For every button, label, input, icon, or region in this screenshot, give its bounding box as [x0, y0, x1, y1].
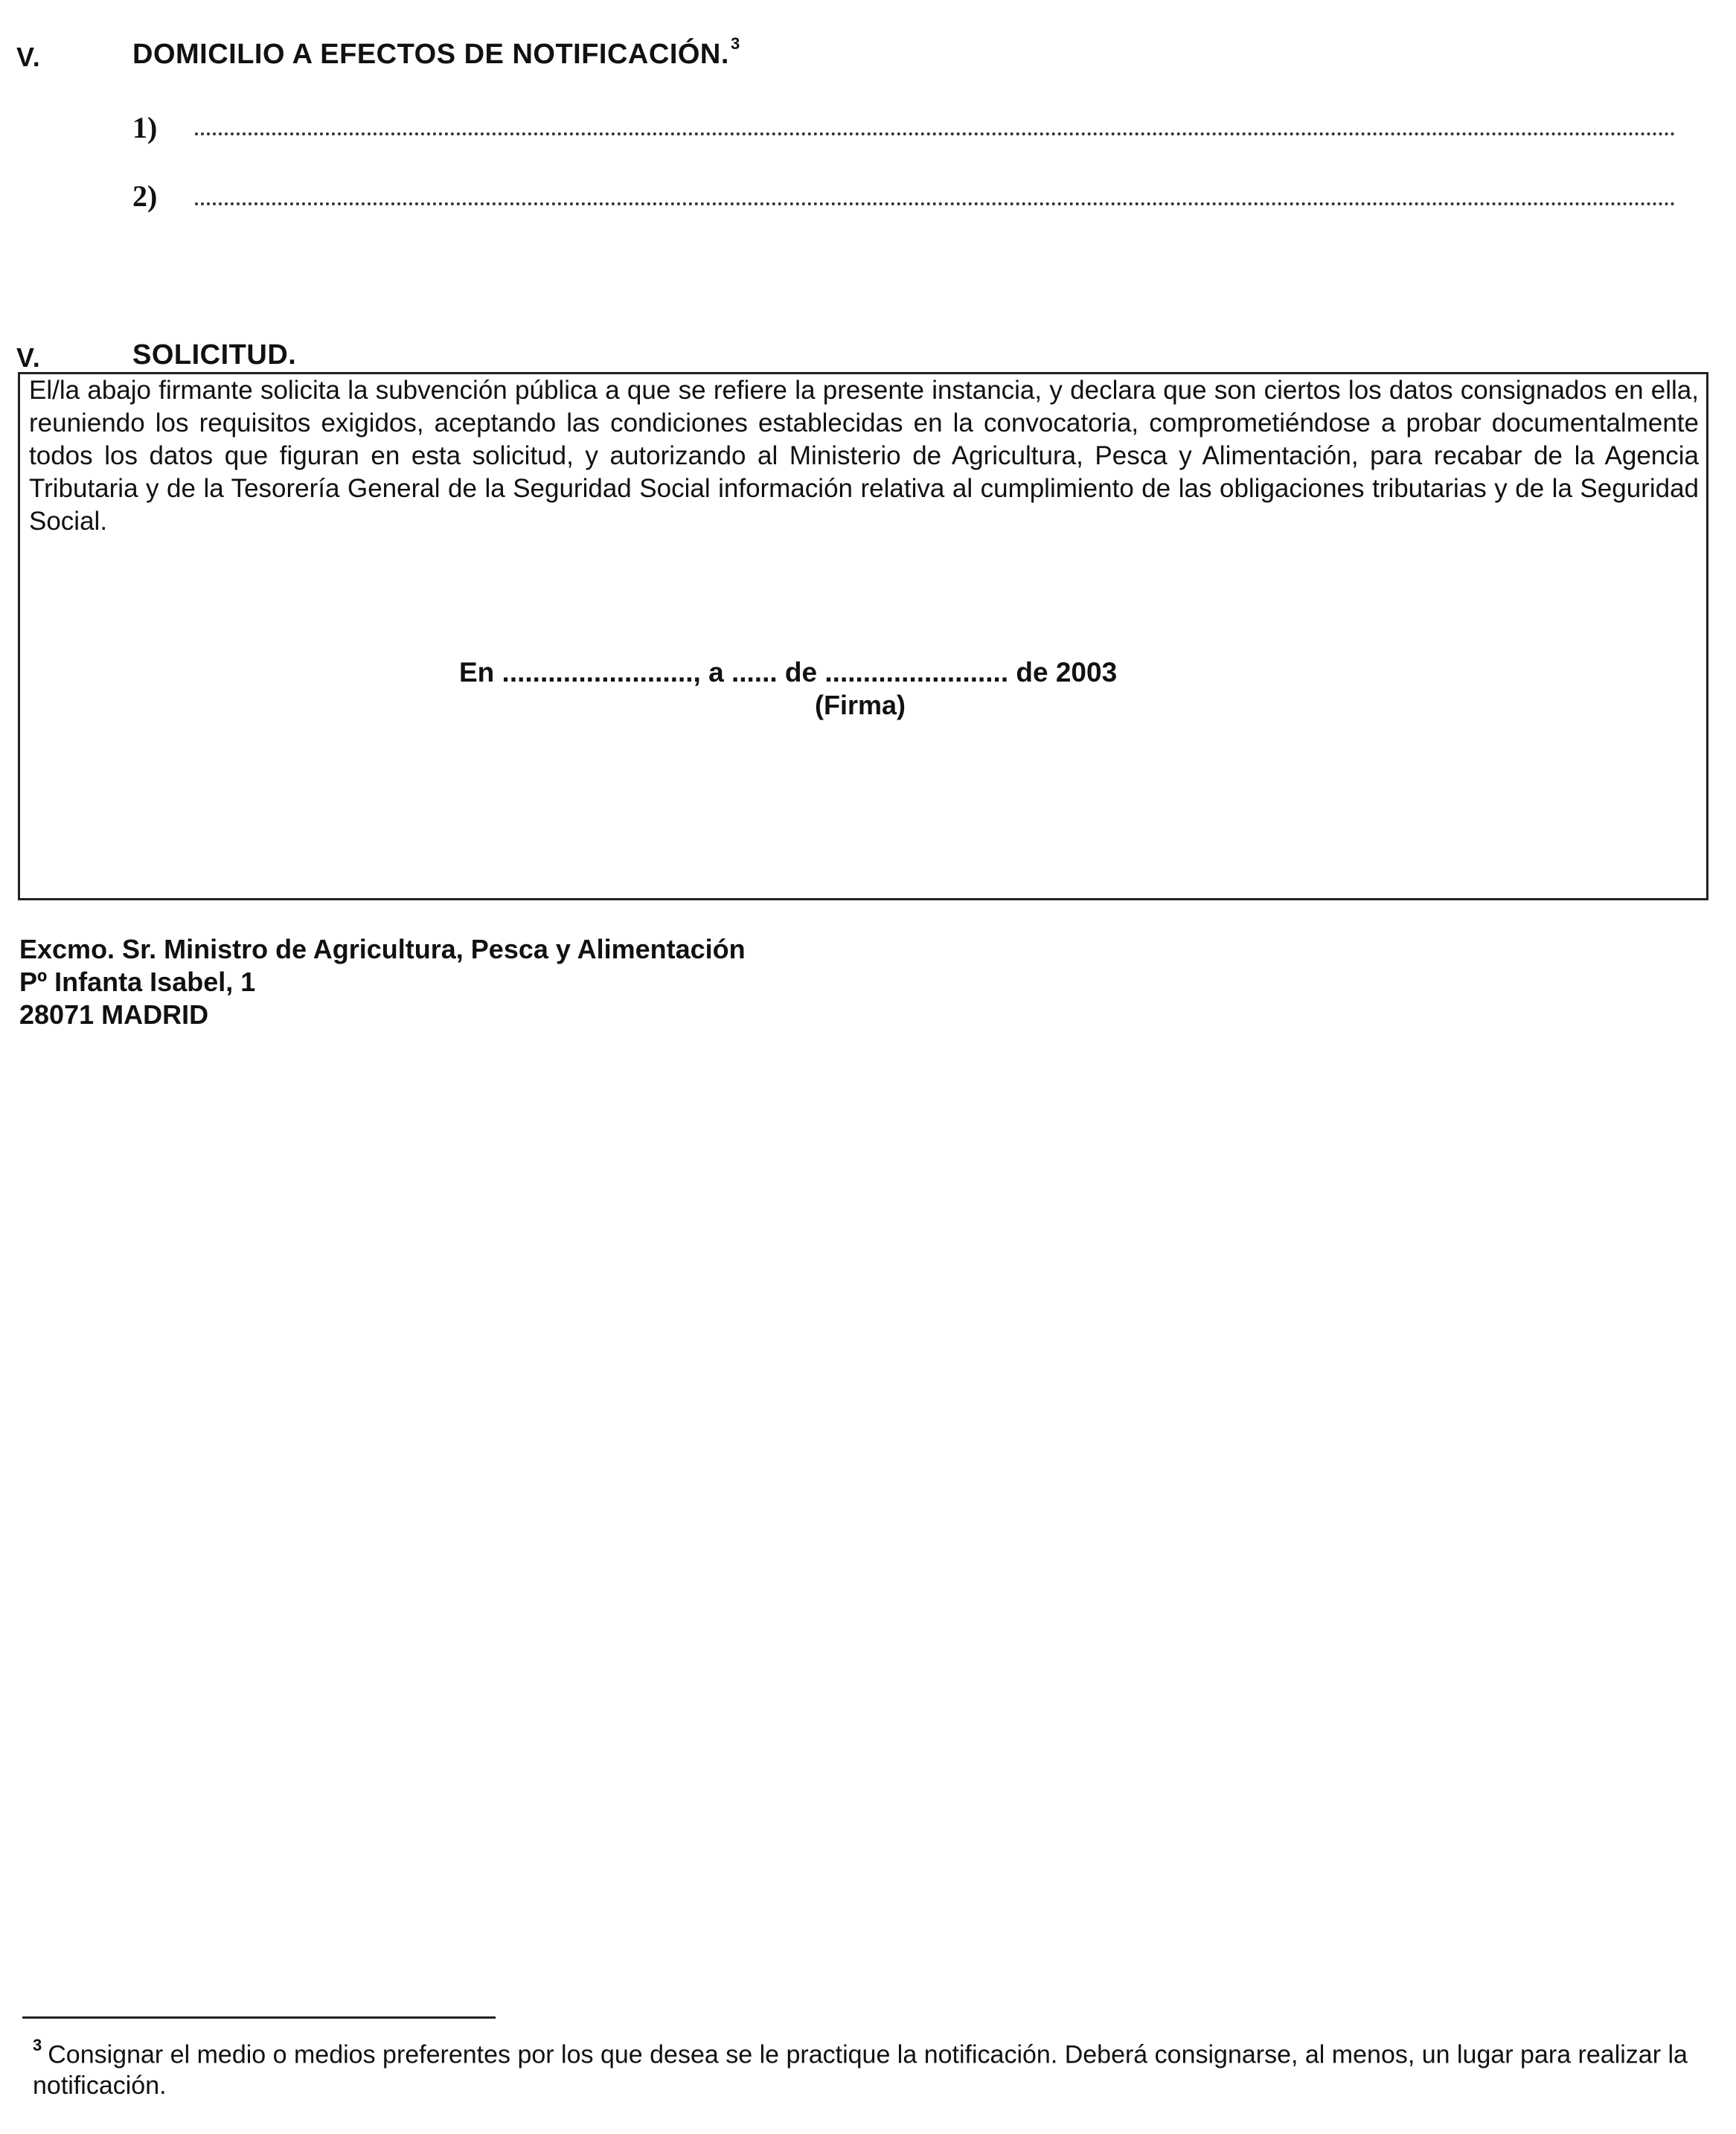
addressee-name: Excmo. Sr. Ministro de Agricultura, Pesca y Alimentación: [19, 934, 746, 964]
address-line-1-field[interactable]: [195, 132, 1676, 135]
solicitud-declaration: El/la abajo firmante solicita la subvención pública a que se refiere la presente instancia, y declara que son ciertos los datos consignados en ella, reuniendo los requisitos exigidos, aceptando las condiciones establecidas en la convocatoria, comprometiéndose a probar documentalmente todos los datos que figuran en esta solicitud, y autorizando al Ministerio de Agricultura, Pesca y Alimentación, para recabar de la Agencia Tributaria y de la Tesorería General de la Seguridad Social información relativa al cumplimiento de las obligaciones tributarias y de la Seguridad Social.: [29, 376, 1699, 536]
addressee-block: [19, 933, 746, 1031]
footnote-text: Consignar el medio o medios preferentes por los que desea se le practique la notificación. Deberá consignarse, al menos, un lugar para realizar la notificación.: [33, 2040, 1688, 2101]
date-place-field[interactable]: En ........................., a ...... de ........................ de 2003: [459, 657, 1118, 688]
signature-label: (Firma): [815, 690, 906, 720]
footnote-rule: [22, 2016, 496, 2019]
section-solicitud-title: SOLICITUD.: [132, 339, 297, 371]
footnote: [33, 2033, 1707, 2101]
address-line-2-field[interactable]: [195, 202, 1676, 205]
section-domicilio-title: [132, 34, 740, 71]
section-domicilio-number: V.: [16, 42, 41, 72]
section-domicilio-title-text: DOMICILIO A EFECTOS DE NOTIFICACIÓN.: [132, 39, 729, 70]
address-line-2-label: 2): [132, 179, 158, 213]
footnote-ref: 3: [730, 34, 740, 53]
section-solicitud-number: V.: [16, 342, 41, 373]
addressee-city: 28071 MADRID: [19, 999, 209, 1030]
address-line-1-label: 1): [132, 111, 158, 144]
solicitud-box: [18, 372, 1708, 900]
footnote-number: 3: [33, 2036, 42, 2054]
addressee-street: Pº Infanta Isabel, 1: [19, 967, 256, 997]
